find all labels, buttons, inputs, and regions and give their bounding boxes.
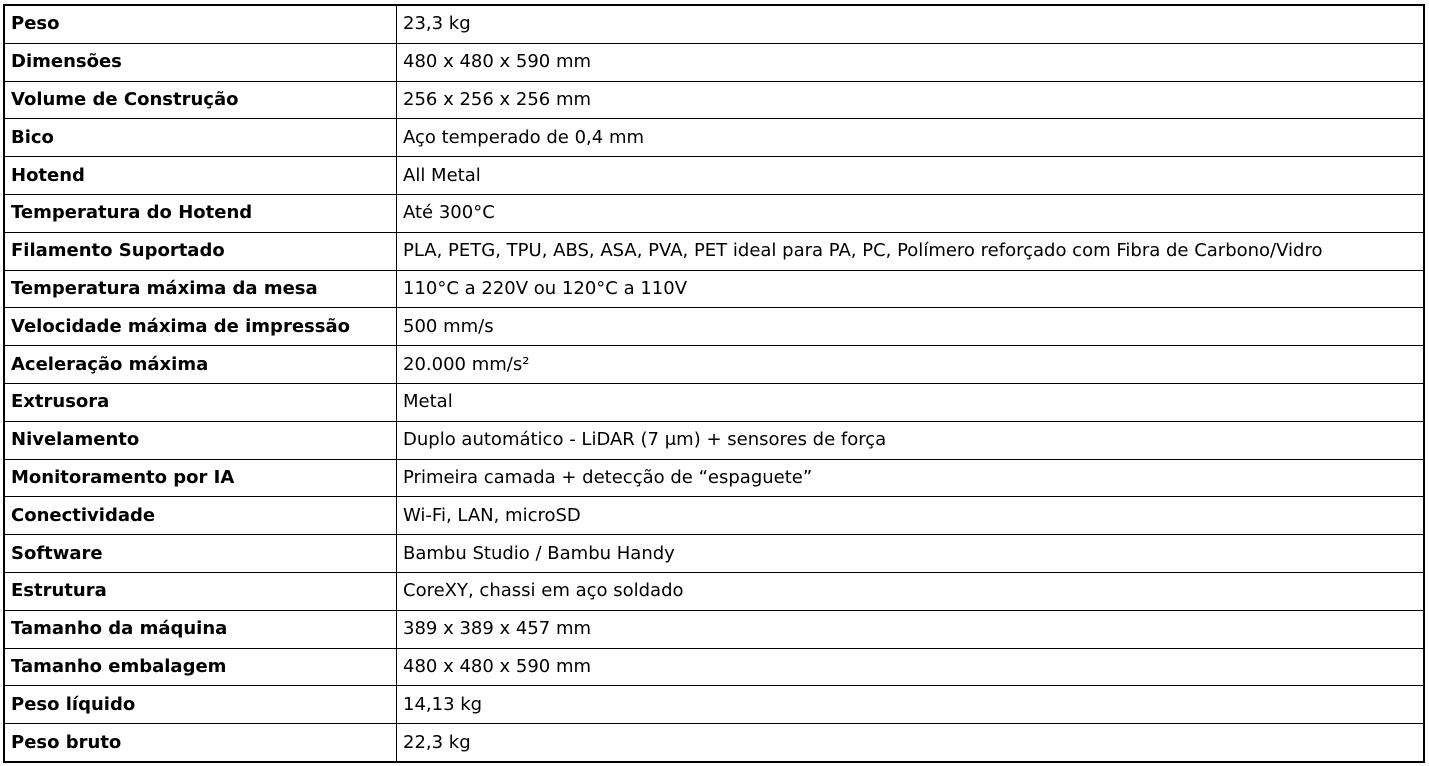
spec-value: 480 x 480 x 590 mm	[397, 648, 1425, 686]
table-row	[4, 270, 1424, 308]
spec-table-body	[4, 5, 1424, 762]
spec-label: Velocidade máxima de impressão	[4, 308, 397, 346]
table-row	[4, 346, 1424, 384]
table-row	[4, 383, 1424, 421]
spec-label: Extrusora	[4, 383, 397, 421]
table-row	[4, 610, 1424, 648]
spec-label: Peso	[4, 5, 397, 43]
table-row	[4, 535, 1424, 573]
table-row	[4, 572, 1424, 610]
spec-value: 256 x 256 x 256 mm	[397, 81, 1425, 119]
spec-value: Aço temperado de 0,4 mm	[397, 119, 1425, 157]
table-row	[4, 308, 1424, 346]
table-row	[4, 232, 1424, 270]
spec-value: 480 x 480 x 590 mm	[397, 43, 1425, 81]
spec-label: Estrutura	[4, 572, 397, 610]
spec-value: Wi-Fi, LAN, microSD	[397, 497, 1425, 535]
spec-value: All Metal	[397, 157, 1425, 195]
spec-value: 500 mm/s	[397, 308, 1425, 346]
spec-value: Duplo automático - LiDAR (7 μm) + sensores de força	[397, 421, 1425, 459]
spec-label: Nivelamento	[4, 421, 397, 459]
spec-label: Tamanho da máquina	[4, 610, 397, 648]
spec-value: PLA, PETG, TPU, ABS, ASA, PVA, PET ideal para PA, PC, Polímero reforçado com Fibra de Carbono/Vidro	[397, 232, 1425, 270]
table-row	[4, 43, 1424, 81]
spec-value: 20.000 mm/s²	[397, 346, 1425, 384]
spec-label: Bico	[4, 119, 397, 157]
spec-value: 23,3 kg	[397, 5, 1425, 43]
spec-label: Software	[4, 535, 397, 573]
spec-value: Bambu Studio / Bambu Handy	[397, 535, 1425, 573]
spec-value: 22,3 kg	[397, 724, 1425, 762]
spec-label: Dimensões	[4, 43, 397, 81]
spec-value: 14,13 kg	[397, 686, 1425, 724]
spec-label: Peso líquido	[4, 686, 397, 724]
table-row	[4, 459, 1424, 497]
table-row	[4, 5, 1424, 43]
spec-value: Primeira camada + detecção de “espaguete”	[397, 459, 1425, 497]
spec-label: Aceleração máxima	[4, 346, 397, 384]
spec-value: 389 x 389 x 457 mm	[397, 610, 1425, 648]
table-row	[4, 81, 1424, 119]
table-row	[4, 648, 1424, 686]
spec-label: Hotend	[4, 157, 397, 195]
spec-label: Temperatura máxima da mesa	[4, 270, 397, 308]
spec-label: Peso bruto	[4, 724, 397, 762]
table-row	[4, 497, 1424, 535]
spec-value: Metal	[397, 383, 1425, 421]
spec-value: CoreXY, chassi em aço soldado	[397, 572, 1425, 610]
table-row	[4, 724, 1424, 762]
spec-label: Volume de Construção	[4, 81, 397, 119]
table-row	[4, 421, 1424, 459]
spec-label: Filamento Suportado	[4, 232, 397, 270]
spec-label: Conectividade	[4, 497, 397, 535]
spec-label: Temperatura do Hotend	[4, 194, 397, 232]
spec-table	[3, 4, 1425, 763]
table-row	[4, 119, 1424, 157]
table-row	[4, 157, 1424, 195]
spec-value: 110°C a 220V ou 120°C a 110V	[397, 270, 1425, 308]
spec-label: Tamanho embalagem	[4, 648, 397, 686]
table-row	[4, 194, 1424, 232]
table-row	[4, 686, 1424, 724]
spec-value: Até 300°C	[397, 194, 1425, 232]
spec-label: Monitoramento por IA	[4, 459, 397, 497]
